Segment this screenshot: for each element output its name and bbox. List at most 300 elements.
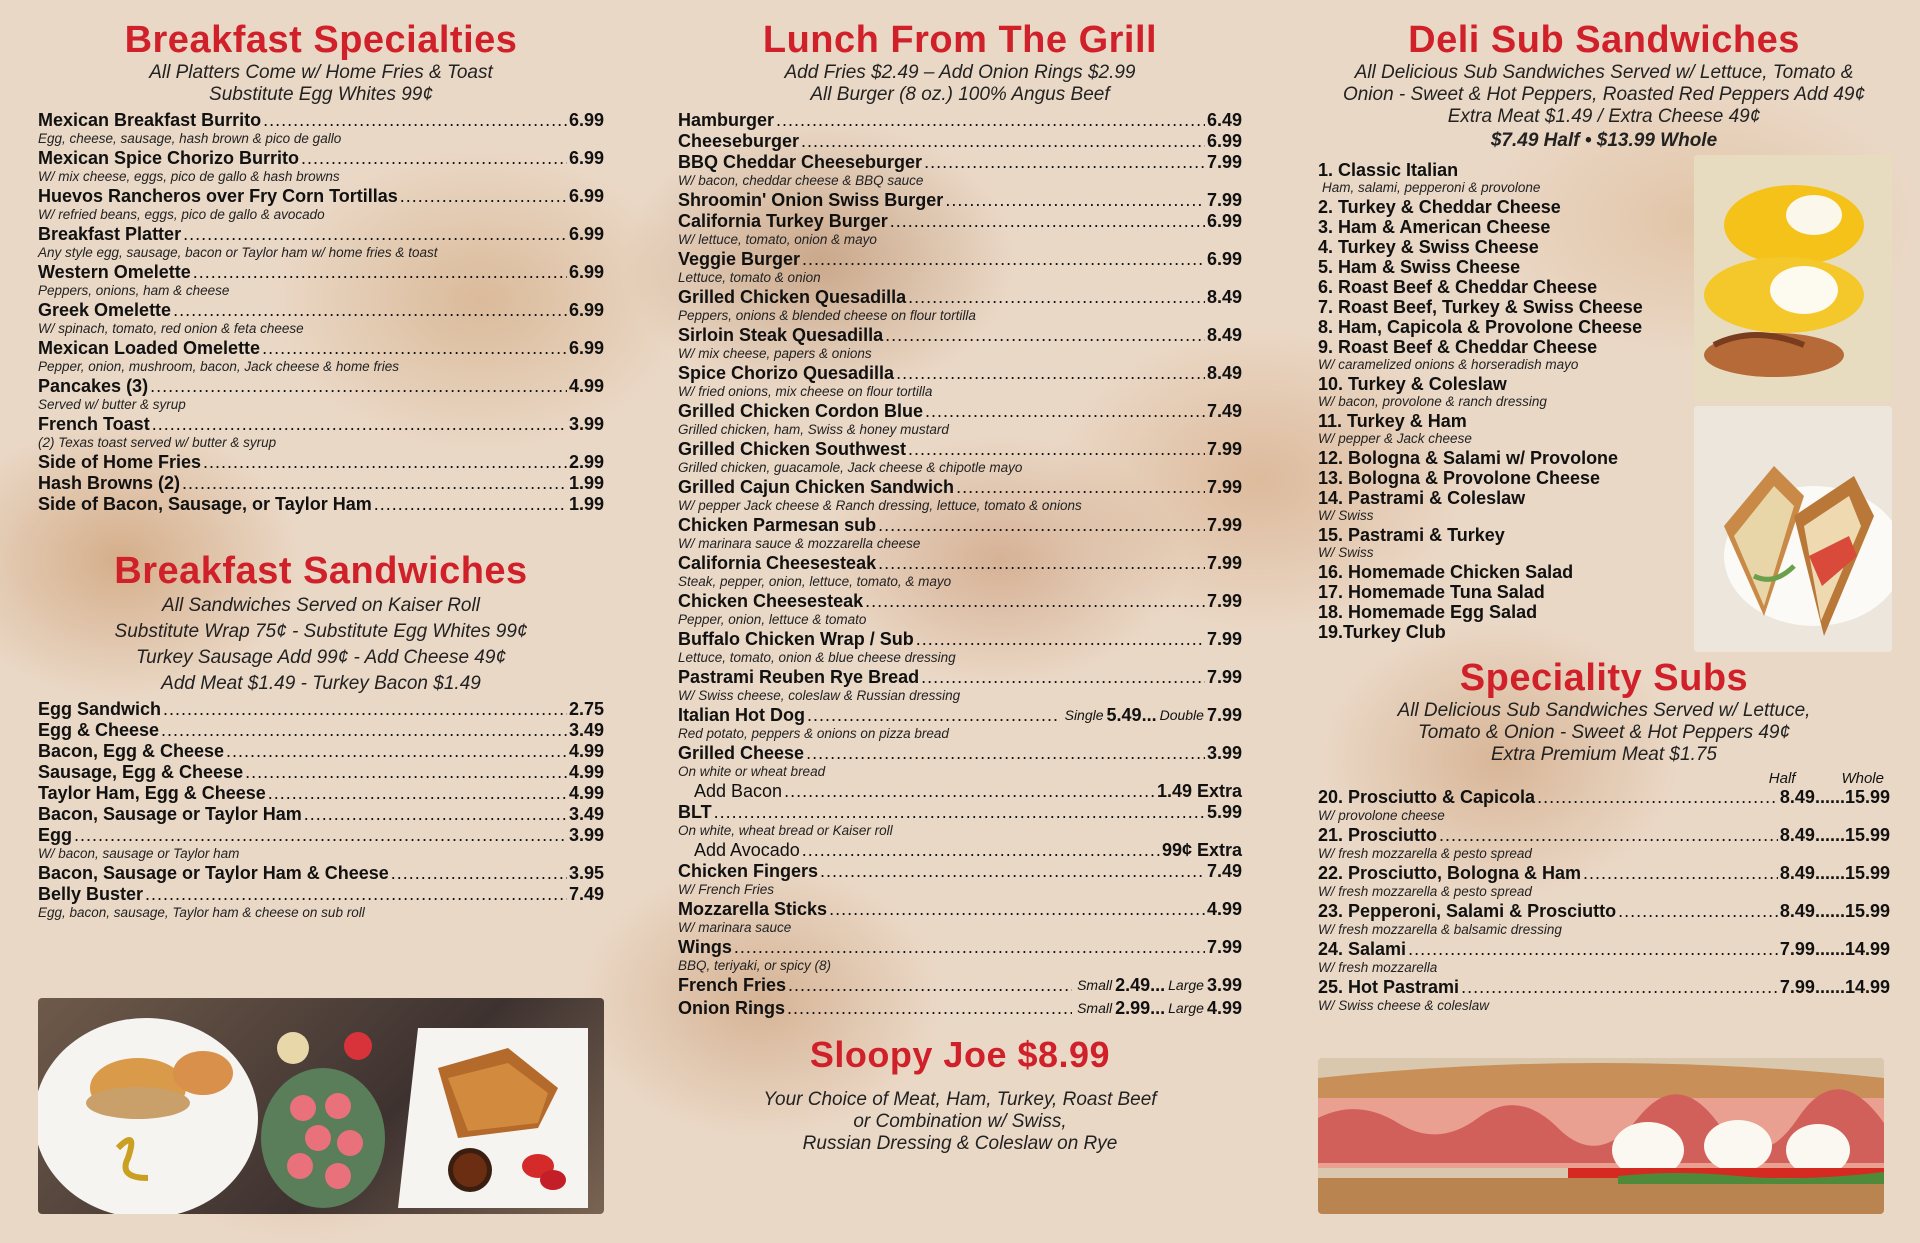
- whole-price: 15.99: [1844, 901, 1890, 921]
- item-price: 7.99: [1206, 553, 1242, 573]
- item-name: Breakfast Platter: [38, 224, 182, 244]
- item-name: Egg Sandwich: [38, 699, 162, 719]
- speciality-note-1: All Delicious Sub Sandwiches Served w/ Lettuce,: [1397, 700, 1811, 721]
- item-description: Steak, pepper, onion, lettuce, tomato, & mayo: [678, 574, 952, 589]
- item-price: 4.99: [568, 762, 604, 782]
- half-price: 8.49......: [1779, 901, 1845, 921]
- item-name: 21. Prosciutto: [1318, 825, 1438, 845]
- deli-item-17-homemade-tuna-salad: [1318, 582, 1698, 602]
- item-description: W/ lettuce, tomato, onion & mayo: [678, 232, 877, 247]
- item-description: Peppers, onions, ham & cheese: [38, 283, 230, 298]
- deli-item-12-bologna-salami-w-provolone: [1318, 448, 1698, 468]
- item-price: 3.95: [568, 863, 604, 883]
- deli-item-18-homemade-egg-salad: [1318, 602, 1698, 622]
- leader-dots: [734, 937, 1205, 958]
- item-description: W/ refried beans, eggs, pico de gallo & avocado: [38, 207, 325, 222]
- item-name: Grilled Cajun Chicken Sandwich: [678, 477, 955, 497]
- leader-dots: [193, 262, 567, 283]
- item-description: Red potato, peppers & onions on pizza bread: [678, 726, 949, 741]
- item-price: 6.99: [568, 110, 604, 130]
- speciality-items-list: [1318, 787, 1890, 1013]
- leader-dots: [890, 211, 1205, 232]
- item-row: [678, 861, 1242, 882]
- menu-item-egg-sandwich: [38, 699, 604, 720]
- deli-item-3-ham-american-cheese: [1318, 217, 1698, 237]
- sandwich-note-1: All Sandwiches Served on Kaiser Roll: [162, 595, 480, 616]
- deli-item-name: 15. Pastrami & Turkey: [1318, 525, 1505, 545]
- leader-dots: [802, 840, 1160, 861]
- item-price: 7.99: [1206, 705, 1242, 725]
- item-row: [678, 439, 1242, 460]
- speciality-item-25-hot-pastrami: [1318, 977, 1890, 1013]
- whole-price: 14.99: [1844, 939, 1890, 959]
- menu-item-bacon-sausage-or-taylor-ham: [38, 804, 604, 825]
- item-row: [678, 802, 1242, 823]
- half-price: 8.49......: [1779, 863, 1845, 883]
- eggs-benedict-photo: [1694, 155, 1892, 401]
- speciality-title: Speciality Subs: [1459, 657, 1749, 699]
- item-price: 3.99: [1206, 975, 1242, 995]
- leader-dots: [268, 783, 567, 804]
- item-description: W/ marinara sauce: [678, 920, 792, 935]
- deli-item-2-turkey-cheddar-cheese: [1318, 197, 1698, 217]
- leader-dots: [714, 802, 1205, 823]
- item-row: [38, 300, 604, 321]
- item-row: [38, 110, 604, 131]
- item-row: [1318, 863, 1890, 884]
- sides-list: [678, 861, 1242, 973]
- breakfast-sandwiches-title: Breakfast Sandwiches: [114, 550, 528, 592]
- deli-item-description: W/ Swiss: [1318, 545, 1374, 560]
- menu-item-california-cheesesteak: [678, 553, 1242, 589]
- deli-item-name: 4. Turkey & Swiss Cheese: [1318, 237, 1539, 257]
- deli-item-description: W/ Swiss: [1318, 508, 1374, 523]
- menu-item-belly-buster: [38, 884, 604, 920]
- item-name: California Cheesesteak: [678, 553, 877, 573]
- item-price: 7.99: [1206, 439, 1242, 459]
- item-name: 23. Pepperoni, Salami & Prosciutto: [1318, 901, 1617, 921]
- item-description: Lettuce, tomato, onion & blue cheese dressing: [678, 650, 956, 665]
- item-name: Pancakes (3): [38, 376, 149, 396]
- menu-item-california-turkey-burger: [678, 211, 1242, 247]
- item-name: Egg & Cheese: [38, 720, 160, 740]
- deli-note-2: Onion - Sweet & Hot Peppers, Roasted Red Peppers Add 49¢: [1342, 84, 1866, 105]
- item-row: [678, 899, 1242, 920]
- menu-item-bbq-cheddar-cheeseburger: [678, 152, 1242, 188]
- size-label: Small: [1077, 977, 1113, 993]
- item-description: Egg, bacon, sausage, Taylor ham & cheese on sub roll: [38, 905, 365, 920]
- leader-dots: [74, 825, 567, 846]
- item-name: Greek Omelette: [38, 300, 172, 320]
- menu-item-pancakes-3: [38, 376, 604, 412]
- item-price: 3.99: [1206, 743, 1242, 763]
- leader-dots: [776, 110, 1205, 131]
- leader-dots: [1618, 901, 1778, 922]
- item-name: Bacon, Sausage or Taylor Ham & Cheese: [38, 863, 389, 883]
- item-price: 7.99: [1206, 591, 1242, 611]
- item-name: Buffalo Chicken Wrap / Sub: [678, 629, 914, 649]
- item-row: [38, 262, 604, 283]
- sloppy-joe-line-1: Your Choice of Meat, Ham, Turkey, Roast Beef: [763, 1089, 1157, 1110]
- leader-dots: [145, 884, 567, 905]
- leader-dots: [788, 975, 1072, 996]
- menu-item-egg-cheese: [38, 720, 604, 741]
- item-row: [678, 211, 1242, 232]
- item-price: 7.99: [1206, 629, 1242, 649]
- breakfast-specialties-title: Breakfast Specialties: [124, 19, 518, 61]
- item-row: [38, 148, 604, 169]
- menu-item-taylor-ham-egg-cheese: [38, 783, 604, 804]
- menu-item-chicken-cheesesteak: [678, 591, 1242, 627]
- leader-dots: [829, 899, 1205, 920]
- item-description: Egg, cheese, sausage, hash brown & pico de gallo: [38, 131, 342, 146]
- item-row: [38, 863, 604, 884]
- item-description: Any style egg, sausage, bacon or Taylor ham w/ home fries & toast: [38, 245, 438, 260]
- item-price: 7.49: [1206, 401, 1242, 421]
- item-price: 2.49...: [1115, 975, 1166, 995]
- menu-item-western-omelette: [38, 262, 604, 298]
- leader-dots: [787, 998, 1072, 1019]
- item-row: [38, 884, 604, 905]
- leader-dots: [802, 249, 1205, 270]
- deli-item-5-ham-swiss-cheese: [1318, 257, 1698, 277]
- item-row: [38, 376, 604, 397]
- addon-name: Add Bacon: [694, 781, 783, 801]
- leader-dots: [400, 186, 567, 207]
- item-description: W/ spinach, tomato, red onion & feta cheese: [38, 321, 304, 336]
- prosciutto-sub-photo: [1318, 1058, 1884, 1214]
- sandwich-note-4: Add Meat $1.49 - Turkey Bacon $1.49: [161, 673, 481, 694]
- deli-title: Deli Sub Sandwiches: [1408, 19, 1800, 61]
- menu-item-grilled-chicken-quesadilla: [678, 287, 1242, 323]
- breakfast-column: [38, 0, 604, 922]
- deli-items-list: [1318, 160, 1698, 642]
- leader-dots: [245, 762, 567, 783]
- menu-item-bacon-sausage-or-taylor-ham-cheese: [38, 863, 604, 884]
- item-name: Bacon, Egg & Cheese: [38, 741, 225, 761]
- speciality-item-22-prosciutto-bologna-ham: [1318, 863, 1890, 899]
- item-price: 6.99: [1206, 211, 1242, 231]
- item-name: Sirloin Steak Quesadilla: [678, 325, 884, 345]
- item-name: Italian Hot Dog: [678, 705, 805, 725]
- club-sandwich-illustration: [1694, 406, 1892, 652]
- menu-item-mexican-breakfast-burrito: [38, 110, 604, 146]
- deli-item-name: 1. Classic Italian: [1318, 160, 1459, 180]
- leader-dots: [885, 325, 1205, 346]
- item-price: 6.99: [568, 338, 604, 358]
- item-row: [678, 553, 1242, 574]
- item-name: Side of Bacon, Sausage, or Taylor Ham: [38, 494, 372, 514]
- item-price: 3.49: [568, 804, 604, 824]
- deli-item-11-turkey-ham: [1318, 411, 1698, 446]
- item-price: 7.99: [1206, 515, 1242, 535]
- item-price: 4.99: [568, 783, 604, 803]
- item-row: [678, 363, 1242, 384]
- deli-item-name: 10. Turkey & Coleslaw: [1318, 374, 1507, 394]
- menu-item-grilled-cajun-chicken-sandwich: [678, 477, 1242, 513]
- item-price: 7.99: [1206, 477, 1242, 497]
- deli-item-name: 5. Ham & Swiss Cheese: [1318, 257, 1521, 277]
- item-row: [38, 825, 604, 846]
- whole-price: 14.99: [1844, 977, 1890, 997]
- item-price: 2.99: [568, 452, 604, 472]
- item-name: Grilled Chicken Southwest: [678, 439, 907, 459]
- item-row: [678, 110, 1242, 131]
- deli-item-16-homemade-chicken-salad: [1318, 562, 1698, 582]
- item-name: Chicken Parmesan sub: [678, 515, 877, 535]
- leader-dots: [1583, 863, 1778, 884]
- item-name: 24. Salami: [1318, 939, 1407, 959]
- speciality-item-24-salami: [1318, 939, 1890, 975]
- item-price: 2.75: [568, 699, 604, 719]
- item-row: [678, 401, 1242, 422]
- club-sandwich-photo: [1694, 406, 1892, 652]
- item-description: Grilled chicken, ham, Swiss & honey mustard: [678, 422, 949, 437]
- item-row: [38, 699, 604, 720]
- deli-note-3: Extra Meat $1.49 / Extra Cheese 49¢: [1447, 106, 1761, 127]
- item-price: 6.99: [568, 262, 604, 282]
- lunch-note-1: Add Fries $2.49 – Add Onion Rings $2.99: [784, 62, 1136, 83]
- item-row: [678, 591, 1242, 612]
- half-price: 7.99......: [1779, 939, 1845, 959]
- item-description: W/ marinara sauce & mozzarella cheese: [678, 536, 921, 551]
- item-name: French Fries: [678, 975, 787, 995]
- item-name: Hash Browns (2): [38, 473, 181, 493]
- menu-item-pastrami-reuben-rye-bread: [678, 667, 1242, 703]
- deli-item-name: 9. Roast Beef & Cheddar Cheese: [1318, 337, 1598, 357]
- item-price: 6.99: [568, 148, 604, 168]
- deli-item-name: 17. Homemade Tuna Salad: [1318, 582, 1545, 602]
- eggs-benedict-illustration: [1694, 155, 1892, 401]
- leader-dots: [865, 591, 1205, 612]
- menu-item-side-of-home-fries: [38, 452, 604, 473]
- speciality-note-2: Tomato & Onion - Sweet & Hot Peppers 49¢: [1417, 722, 1791, 743]
- leader-dots: [945, 190, 1205, 211]
- leader-dots: [152, 414, 567, 435]
- item-row: [1318, 825, 1890, 846]
- item-description: Lettuce, tomato & onion: [678, 270, 821, 285]
- item-name: Chicken Fingers: [678, 861, 819, 881]
- deli-item-13-bologna-provolone-cheese: [1318, 468, 1698, 488]
- menu-item-shroomin-onion-swiss-burger: [678, 190, 1242, 211]
- item-row: [1318, 787, 1890, 808]
- addon-bacon: [678, 781, 1242, 802]
- leader-dots: [374, 494, 567, 515]
- leader-dots: [921, 667, 1205, 688]
- leader-dots: [263, 110, 567, 131]
- item-row: [678, 667, 1242, 688]
- breakfast-food-illustration: [38, 998, 604, 1214]
- item-description: Served w/ butter & syrup: [38, 397, 186, 412]
- breakfast-note-2: Substitute Egg Whites 99¢: [209, 84, 433, 105]
- breakfast-sandwich-items-list: [38, 699, 604, 920]
- leader-dots: [925, 401, 1205, 422]
- item-row: [38, 414, 604, 435]
- item-name: Western Omelette: [38, 262, 191, 282]
- leader-dots: [916, 629, 1205, 650]
- item-description: W/ mix cheese, papers & onions: [678, 346, 872, 361]
- item-description: W/ fried onions, mix cheese on flour tortilla: [678, 384, 933, 399]
- item-description: W/ fresh mozzarella & pesto spread: [1318, 884, 1532, 899]
- item-row: [38, 452, 604, 473]
- leader-dots: [182, 473, 567, 494]
- leader-dots: [161, 720, 567, 741]
- deli-item-1-classic-italian: [1318, 160, 1698, 195]
- menu-item-mexican-loaded-omelette: [38, 338, 604, 374]
- item-name: California Turkey Burger: [678, 211, 888, 231]
- sloppy-joe-line-3: Russian Dressing & Coleslaw on Rye: [802, 1133, 1118, 1154]
- leader-dots: [806, 743, 1205, 764]
- lunch-note-2: All Burger (8 oz.) 100% Angus Beef: [810, 84, 1110, 105]
- menu-item-french-fries: [678, 975, 1242, 996]
- item-price: 2.99...: [1115, 998, 1166, 1018]
- deli-item-name: 2. Turkey & Cheddar Cheese: [1318, 197, 1561, 217]
- item-name: 22. Prosciutto, Bologna & Ham: [1318, 863, 1582, 883]
- item-description: Pepper, onion, lettuce & tomato: [678, 612, 867, 627]
- item-price: 3.49: [568, 720, 604, 740]
- menu-item-grilled-chicken-cordon-blue: [678, 401, 1242, 437]
- deli-item-9-roast-beef-cheddar-cheese: [1318, 337, 1698, 372]
- half-whole-header: [1318, 770, 1890, 787]
- menu-item-chicken-fingers: [678, 861, 1242, 897]
- leader-dots: [304, 804, 567, 825]
- addon-price: 1.49 Extra: [1156, 781, 1242, 801]
- item-row: [38, 783, 604, 804]
- menu-item-veggie-burger: [678, 249, 1242, 285]
- leader-dots: [173, 300, 567, 321]
- item-row: [38, 720, 604, 741]
- addon-avocado: [678, 840, 1242, 861]
- menu-item-french-toast: [38, 414, 604, 450]
- speciality-item-20-prosciutto-capicola: [1318, 787, 1890, 823]
- item-description: W/ mix cheese, eggs, pico de gallo & hash browns: [38, 169, 340, 184]
- leader-dots: [924, 152, 1205, 173]
- grilled-cheese-list: [678, 743, 1242, 779]
- leader-dots: [784, 781, 1155, 802]
- item-description: Peppers, onions & blended cheese on flour tortilla: [678, 308, 976, 323]
- size-label: Large: [1168, 1000, 1204, 1016]
- lunch-column: [678, 0, 1242, 1155]
- item-name: BBQ Cheddar Cheeseburger: [678, 152, 923, 172]
- deli-item-14-pastrami-coleslaw: [1318, 488, 1698, 523]
- item-row: [38, 741, 604, 762]
- item-price: 7.99: [1206, 937, 1242, 957]
- item-price: 6.49: [1206, 110, 1242, 130]
- sandwich-note-3: Turkey Sausage Add 99¢ - Add Cheese 49¢: [135, 647, 507, 668]
- item-description: W/ Swiss cheese & coleslaw: [1318, 998, 1490, 1013]
- item-name: Mexican Breakfast Burrito: [38, 110, 262, 130]
- size-label: Large: [1168, 977, 1204, 993]
- item-name: Wings: [678, 937, 732, 957]
- item-price: 6.99: [568, 186, 604, 206]
- item-name: Grilled Chicken Quesadilla: [678, 287, 907, 307]
- item-name: French Toast: [38, 414, 150, 434]
- item-row: [1318, 977, 1890, 998]
- deli-item-description: W/ bacon, provolone & ranch dressing: [1318, 394, 1547, 409]
- prosciutto-sub-illustration: [1318, 1058, 1884, 1214]
- size-label: Single: [1064, 707, 1104, 723]
- speciality-item-23-pepperoni-salami-prosciutto: [1318, 901, 1890, 937]
- item-row: [678, 190, 1242, 211]
- deli-item-4-turkey-swiss-cheese: [1318, 237, 1698, 257]
- leader-dots: [226, 741, 567, 762]
- menu-item-breakfast-platter: [38, 224, 604, 260]
- leader-dots: [183, 224, 567, 245]
- item-name: BLT: [678, 802, 712, 822]
- leader-dots: [301, 148, 567, 169]
- deli-item-name: 11. Turkey & Ham: [1318, 411, 1467, 431]
- leader-dots: [820, 861, 1205, 882]
- item-price: 4.99: [1206, 899, 1242, 919]
- menu-item-onion-rings: [678, 998, 1242, 1019]
- item-row: [38, 338, 604, 359]
- item-price: 6.99: [568, 224, 604, 244]
- menu-item-greek-omelette: [38, 300, 604, 336]
- leader-dots: [908, 287, 1205, 308]
- leader-dots: [391, 863, 567, 884]
- item-price: 4.99: [568, 741, 604, 761]
- size-label: Double: [1159, 707, 1204, 723]
- menu-item-hash-browns-2: [38, 473, 604, 494]
- item-name: Bacon, Sausage or Taylor Ham: [38, 804, 302, 824]
- menu-item-blt: [678, 802, 1242, 838]
- item-price: 3.99: [568, 414, 604, 434]
- item-price: 7.99: [1206, 190, 1242, 210]
- item-row: [38, 224, 604, 245]
- item-name: Spice Chorizo Quesadilla: [678, 363, 895, 383]
- menu-item-side-of-bacon-sausage-or-taylor-ham: [38, 494, 604, 515]
- item-description: W/ fresh mozzarella & balsamic dressing: [1318, 922, 1562, 937]
- deli-item-name: 12. Bologna & Salami w/ Provolone: [1318, 448, 1619, 468]
- lunch-items-list: [678, 110, 1242, 703]
- sloppy-joe-line-2: or Combination w/ Swiss,: [853, 1111, 1067, 1132]
- item-price: 5.49...: [1106, 705, 1157, 725]
- deli-item-name: 6. Roast Beef & Cheddar Cheese: [1318, 277, 1598, 297]
- whole-price: 15.99: [1844, 825, 1890, 845]
- item-price: 6.99: [1206, 249, 1242, 269]
- item-name: Veggie Burger: [678, 249, 801, 269]
- item-name: Pastrami Reuben Rye Bread: [678, 667, 920, 687]
- deli-item-name: 18. Homemade Egg Salad: [1318, 602, 1538, 622]
- item-row: [678, 515, 1242, 536]
- menu-item-spice-chorizo-quesadilla: [678, 363, 1242, 399]
- deli-price-line: $7.49 Half • $13.99 Whole: [1490, 130, 1718, 151]
- breakfast-food-photo: [38, 998, 604, 1214]
- menu-item-sirloin-steak-quesadilla: [678, 325, 1242, 361]
- item-price: 3.99: [568, 825, 604, 845]
- item-name: Shroomin' Onion Swiss Burger: [678, 190, 944, 210]
- item-row: [678, 325, 1242, 346]
- item-name: Mozzarella Sticks: [678, 899, 828, 919]
- item-description: W/ fresh mozzarella: [1318, 960, 1438, 975]
- speciality-note-3: Extra Premium Meat $1.75: [1491, 744, 1717, 765]
- menu-item-chicken-parmesan-sub: [678, 515, 1242, 551]
- addon-name: Add Avocado: [694, 840, 800, 860]
- deli-item-15-pastrami-turkey: [1318, 525, 1698, 560]
- deli-item-name: 13. Bologna & Provolone Cheese: [1318, 468, 1601, 488]
- leader-dots: [150, 376, 567, 397]
- item-name: Taylor Ham, Egg & Cheese: [38, 783, 266, 803]
- item-name: Huevos Rancheros over Fry Corn Tortillas: [38, 186, 398, 206]
- item-price: 4.99: [568, 376, 604, 396]
- menu-item-bacon-egg-cheese: [38, 741, 604, 762]
- item-row: [678, 152, 1242, 173]
- item-name: Cheeseburger: [678, 131, 800, 151]
- sandwich-note-2: Substitute Wrap 75¢ - Substitute Egg Whites 99¢: [114, 621, 528, 642]
- item-price: 1.99: [568, 473, 604, 493]
- leader-dots: [1461, 977, 1778, 998]
- item-name: Grilled Cheese: [678, 743, 805, 763]
